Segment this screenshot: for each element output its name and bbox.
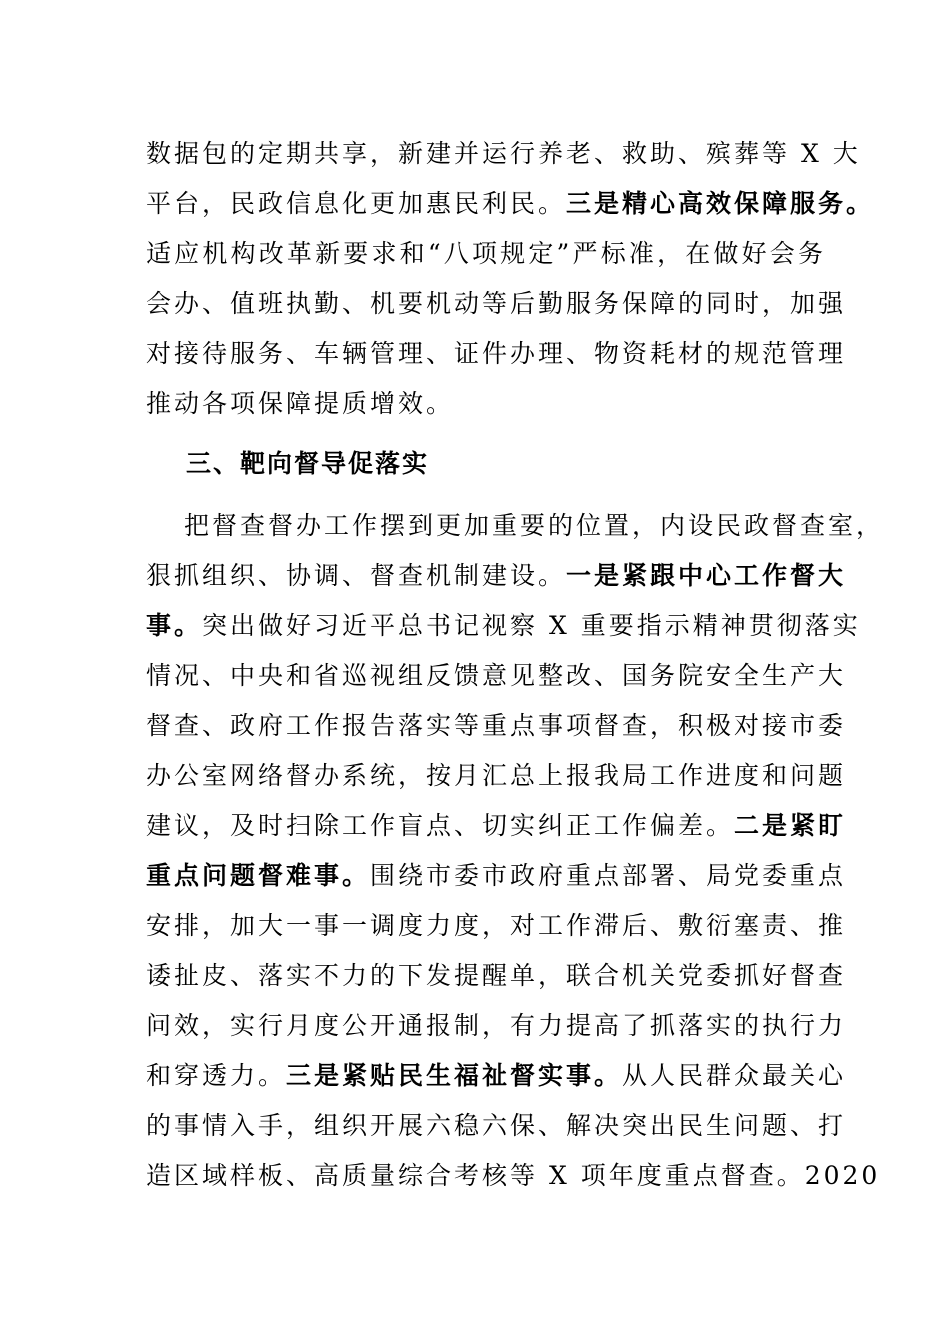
- text-run: 把督查督办工作摆到更加重要的位置，内设民政督查室，: [184, 511, 885, 540]
- text-run: 突出做好习近平总书记视察 X 重要指示精神贯彻落实: [202, 611, 861, 640]
- text-run: 问效，实行月度公开通报制，有力提高了抓落实的执行力: [146, 1011, 847, 1040]
- text-line: [146, 900, 847, 952]
- text-line: [146, 1050, 847, 1102]
- text-line: [146, 950, 847, 1002]
- text-line: [146, 750, 847, 802]
- text-run: 情况、中央和省巡视组反馈意见整改、国务院安全生产大: [146, 661, 847, 690]
- text-line: [146, 650, 847, 702]
- text-run: 建议，及时扫除工作盲点、切实纠正工作偏差。: [146, 811, 735, 840]
- text-run: 适应机构改革新要求和“八项规定”严标准，在做好会务: [146, 239, 826, 268]
- text-run: 从人民群众最关心: [622, 1061, 847, 1090]
- text-run: 平台，民政信息化更加惠民利民。: [146, 189, 567, 218]
- bold-lead-phrase: 一是紧跟中心工作督大: [566, 561, 847, 590]
- text-line: [146, 328, 847, 380]
- text-line: [146, 278, 847, 330]
- text-run: 围绕市委市政府重点部署、局党委重点: [370, 861, 847, 890]
- text-line: [146, 700, 847, 752]
- text-line: [146, 1100, 847, 1152]
- text-line: [146, 1150, 881, 1202]
- text-line: [146, 178, 875, 230]
- bold-lead-phrase: 三是紧贴民生福祉督实事。: [286, 1061, 623, 1090]
- text-line: [146, 378, 826, 430]
- text-run: 数据包的定期共享，新建并运行养老、救助、殡葬等 X 大: [146, 139, 861, 168]
- text-line: [146, 1000, 847, 1052]
- section-heading: 三、靶向督导促落实: [186, 449, 430, 478]
- bold-lead-phrase: 二是紧盯: [734, 811, 847, 840]
- bold-lead-phrase: 重点问题督难事。: [146, 861, 371, 890]
- text-run: 的事情入手，组织开展六稳六保、解决突出民生问题、打: [146, 1111, 847, 1140]
- text-run: 办公室网络督办系统，按月汇总上报我局工作进度和问题: [146, 761, 847, 790]
- text-line: [146, 800, 847, 852]
- text-run: 诿扯皮、落实不力的下发提醒单，联合机关党委抓好督查: [146, 961, 847, 990]
- text-line: [146, 128, 861, 180]
- text-line: [146, 228, 826, 280]
- text-line: [146, 500, 885, 552]
- text-run: 督查、政府工作报告落实等重点事项督查，积极对接市委: [146, 711, 847, 740]
- text-run: 安排，加大一事一调度力度，对工作滞后、敷衍塞责、推: [146, 911, 847, 940]
- text-run: 狠抓组织、协调、督查机制建设。: [146, 561, 567, 590]
- text-line: [146, 600, 861, 652]
- bold-lead-phrase: 三是精心高效保障服务。: [566, 189, 875, 218]
- text-run: 推动各项保障提质增效。: [146, 389, 455, 418]
- text-line: [146, 850, 847, 902]
- text-run: 对接待服务、车辆管理、证件办理、物资耗材的规范管理: [146, 339, 847, 368]
- text-run: 和穿透力。: [146, 1061, 287, 1090]
- text-line: [146, 550, 847, 602]
- text-run: 会办、值班执勤、机要机动等后勤服务保障的同时，加强: [146, 289, 847, 318]
- text-run: 造区域样板、高质量综合考核等 X 项年度重点督查。2020: [146, 1161, 881, 1190]
- bold-lead-phrase: 事。: [146, 611, 203, 640]
